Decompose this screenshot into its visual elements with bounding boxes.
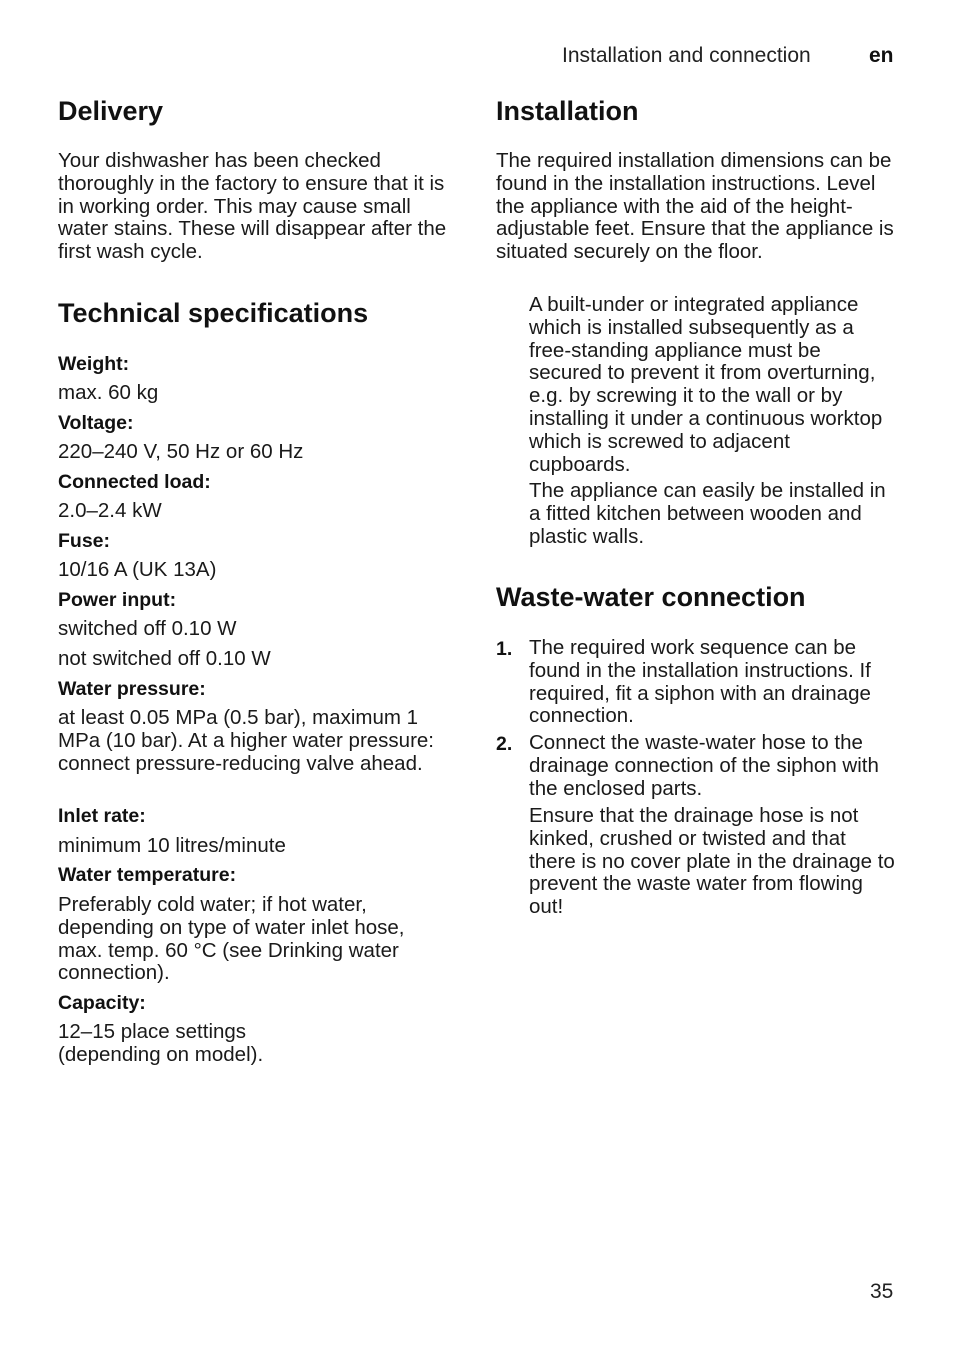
step-1-text: The required work sequence can be found in the installation instructions. If required, fit a siphon with an drainage connection.: [529, 636, 871, 728]
spec-power-label: Power input:: [58, 589, 177, 611]
header-section-title: Installation and connection: [562, 44, 811, 67]
delivery-heading: Delivery: [58, 96, 164, 126]
installation-note-fitted-kitchen: The appliance can easily be installed in a fitted kitchen between wooden and plastic walls.: [529, 479, 886, 548]
spec-voltage-value: 220–240 V, 50 Hz or 60 Hz: [58, 440, 304, 463]
spec-temperature-label: Water temperature:: [58, 864, 237, 886]
step-1-number: 1.: [496, 638, 513, 660]
spec-capacity-label: Capacity:: [58, 992, 146, 1014]
page-number: 35: [870, 1280, 894, 1303]
installation-heading: Installation: [496, 96, 639, 126]
spec-weight-label: Weight:: [58, 353, 130, 375]
spec-load-label: Connected load:: [58, 471, 211, 493]
step-2-text: Connect the waste-water hose to the drainage connection of the siphon with the enclosed parts.: [529, 731, 879, 800]
delivery-text: Your dishwasher has been checked thoroughly in the factory to ensure that it is in working order. This may cause small water stains. These will disappear after the first wash cycle.: [58, 149, 447, 264]
spec-load-value: 2.0–2.4 kW: [58, 499, 162, 522]
spec-weight-value: max. 60 kg: [58, 381, 159, 404]
installation-note-built-under: A built-under or integrated appliance which is installed subsequently as a free-standing appliance must be secured to prevent it from overturning, e.g. by screwing it to the wall or by installing it under a continuous worktop which is screwed to adjacent cupboards.: [529, 293, 883, 476]
waste-water-heading: Waste-water connection: [496, 582, 806, 612]
spec-pressure-value: at least 0.05 MPa (0.5 bar), maximum 1 MPa (10 bar). At a higher water pressure: connect pressure-reducing valve ahead.: [58, 706, 435, 775]
tech-specs-heading: Technical specifications: [58, 298, 369, 328]
spec-power-value-on: not switched off 0.10 W: [58, 647, 271, 670]
spec-power-value-off: switched off 0.10 W: [58, 617, 237, 640]
spec-inlet-label: Inlet rate:: [58, 805, 146, 827]
spec-capacity-value: 12–15 place settings (depending on model).: [58, 1020, 264, 1066]
installation-text: The required installation dimensions can be found in the installation instructions. Level the appliance with the aid of the height-adjustable feet. Ensure that the appliance is situated securely on the floor.: [496, 149, 894, 264]
spec-temperature-value: Preferably cold water; if hot water, depending on type of water inlet hose, max. temp. 60 °C (see Drinking water connection).: [58, 893, 405, 985]
spec-voltage-label: Voltage:: [58, 412, 134, 434]
step-2-note: Ensure that the drainage hose is not kinked, crushed or twisted and that there is no cover plate in the drainage to prevent the waste water from flowing out!: [529, 804, 895, 919]
spec-fuse-value: 10/16 A (UK 13A): [58, 558, 217, 581]
spec-inlet-value: minimum 10 litres/minute: [58, 834, 286, 857]
header-language-code: en: [869, 44, 894, 67]
step-2-number: 2.: [496, 733, 513, 755]
spec-pressure-label: Water pressure:: [58, 678, 206, 700]
spec-fuse-label: Fuse:: [58, 530, 111, 552]
